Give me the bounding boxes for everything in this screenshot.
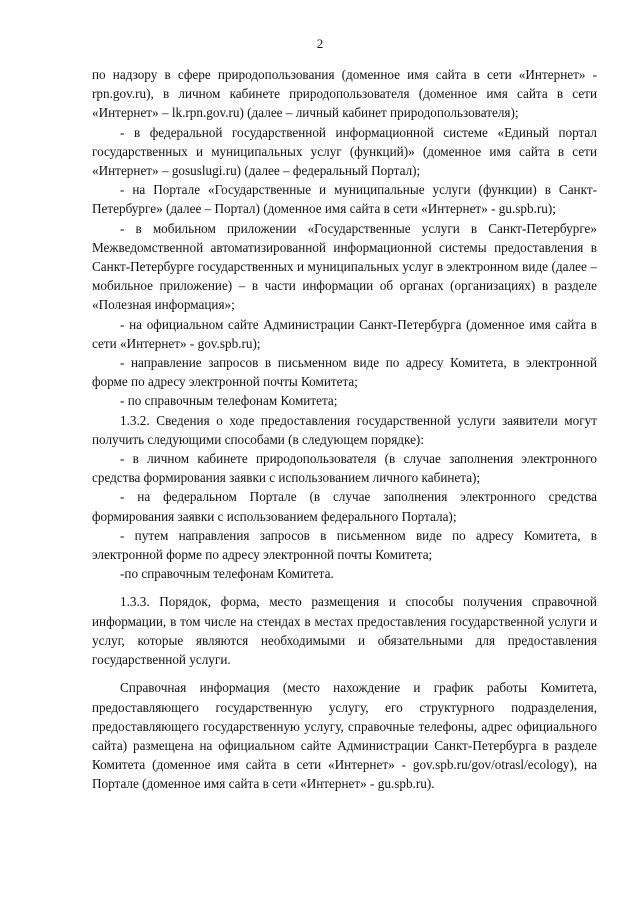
list-item-personal-cabinet: - в личном кабинете природопользователя (в случае заполнения электронного средства формирования заявки с использованием личного кабинета); bbox=[92, 451, 597, 486]
list-item-federal-portal-status: - на федеральном Портале (в случае заполнения электронного средства формирования заявки с использованием федерального Портала); bbox=[92, 489, 597, 524]
document-body bbox=[92, 65, 597, 794]
list-item-phones: - по справочным телефонам Комитета; bbox=[120, 393, 338, 409]
list-item-written-requests-status: - путем направления запросов в письменном виде по адресу Комитета, в электронной форме по адресу электронной почты Комитета; bbox=[92, 527, 597, 563]
list-item-mobile-app: - в мобильном приложении «Государственные услуги в Санкт-Петербурге» Межведомственной автоматизированной информационной системы предоставления в Санкт-Петербурге государственных и муниципальных услуг в электронном виде (далее – мобильное приложение) – в части информации об органах (организациях) в разделе «Полезная информация»; bbox=[92, 220, 597, 313]
page-number: 2 bbox=[316, 36, 324, 51]
list-item-admin-site: - на официальном сайте Администрации Санкт-Петербурга (доменное имя сайта в сети «Интернет» - gov.spb.ru); bbox=[92, 316, 597, 351]
list-item-spb-portal: - на Портале «Государственные и муниципальные услуги (функции) в Санкт-Петербурге» (далее – Портал) (доменное имя сайта в сети «Интернет» - gu.spb.ru); bbox=[92, 182, 597, 217]
list-item-federal-portal: - в федеральной государственной информационной системе «Единый портал государственных и муниципальных услуг (функций)» (доменное имя сайта в сети «Интернет» – gosuslugi.ru) (далее – федеральный Портал); bbox=[92, 124, 597, 179]
section-1-3-2: 1.3.2. Сведения о ходе предоставления государственной услуги заявители могут получить следующими способами (в следующем порядке): bbox=[92, 412, 597, 447]
list-item-phones-status: -по справочным телефонам Комитета. bbox=[120, 566, 334, 582]
list-item-written-requests: - направление запросов в письменном виде по адресу Комитета, в электронной форме по адресу электронной почты Комитета; bbox=[92, 355, 597, 390]
paragraph-continuation-rpn: по надзору в сфере природопользования (доменное имя сайта в сети «Интернет» - rpn.gov.ru), в личном кабинете природопользователя (доменное имя сайта в сети «Интернет» – lk.rpn.gov.ru) (далее – личный кабинет природопользователя); bbox=[92, 67, 597, 121]
paragraph-reference-info: Справочная информация (место нахождение и график работы Комитета, предоставляющего государственную услугу, его структурного подразделения, предоставляющего государственную услугу, справочные телефоны, адрес официального сайта) размещена на официальном сайте Администрации Санкт-Петербурга в разделе Комитета (доменное имя сайта в сети «Интернет» - gov.spb.ru/gov/otrasl/ecology), на Портале (доменное имя сайта в сети «Интернет» - gu.spb.ru). bbox=[92, 680, 597, 792]
section-1-3-3: 1.3.3. Порядок, форма, место размещения и способы получения справочной информации, в том числе на стендах в местах предоставления государственной услуги и услуг, которые являются необходимыми и обязательными для предоставления государственной услуги. bbox=[92, 594, 597, 668]
